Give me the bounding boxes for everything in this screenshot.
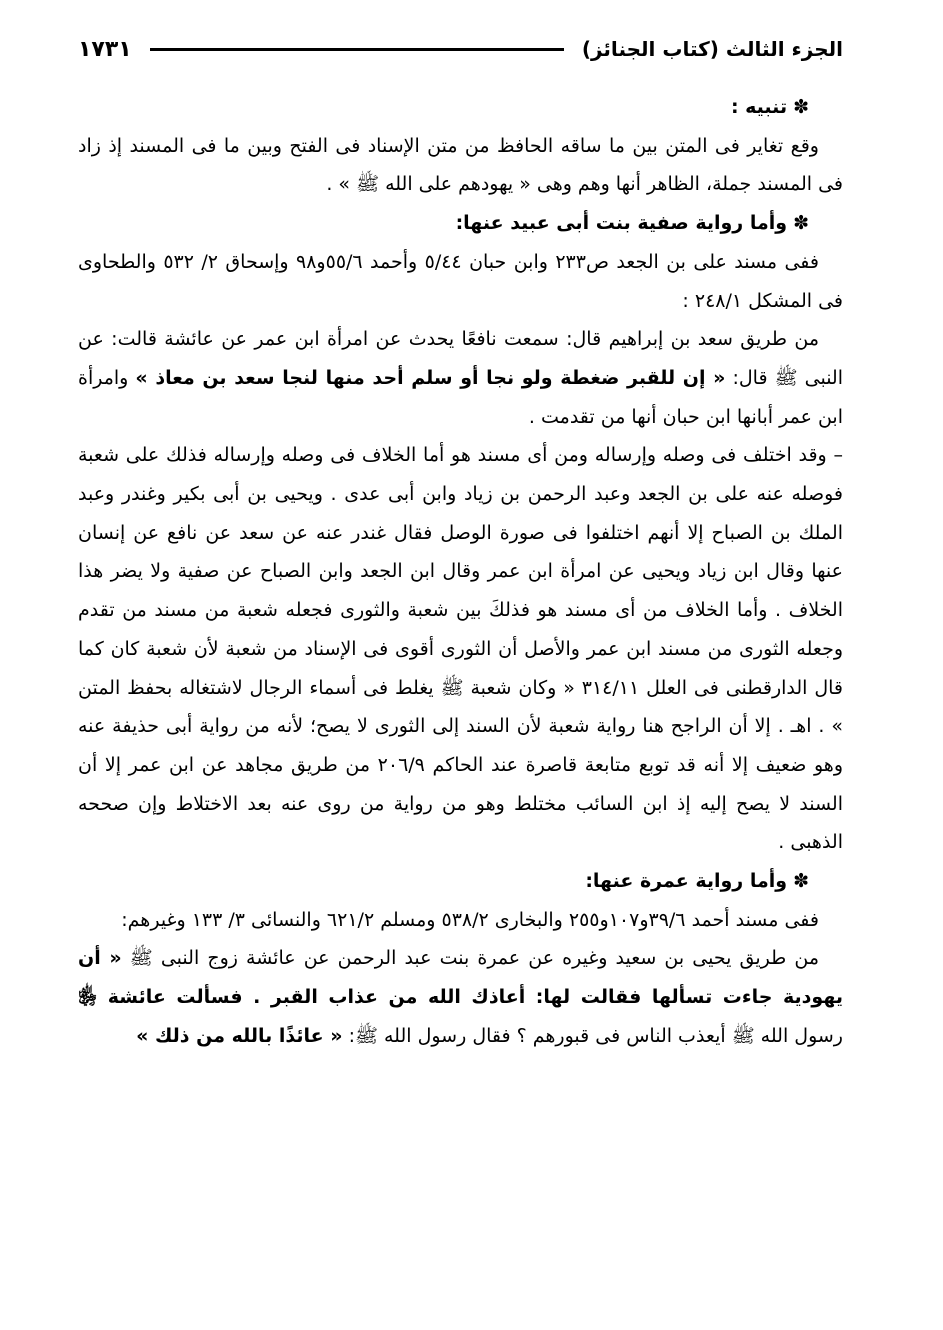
paragraph: ففى مسند على بن الجعد ص٢٣٣ وابن حبان ٥/٤٤ وأحمد ٥٥/٦و٩٨ وإسحاق ٢/ ٥٣٢ والطحاوى فى المشكل ٢٤٨/١ : (78, 250, 843, 312)
page-header (78, 28, 843, 70)
section-heading (78, 862, 843, 901)
page-number: ١٧٣١ (78, 36, 132, 62)
header-rule (150, 48, 564, 51)
paragraph (78, 320, 843, 436)
asterisk-icon: ✽ (793, 96, 809, 118)
asterisk-icon: ✽ (793, 870, 809, 893)
paragraph-text: رسول الله ﷺ أيعذب الناس فى قبورهم ؟ فقال رسول الله ﷺ: (342, 1024, 843, 1047)
paragraph-text: وامرأة ابن عمر أبانها ابن حبان أنها من تقدمت . (78, 366, 843, 428)
heading-text: وأما رواية صفية بنت أبى عبيد عنها: (455, 212, 788, 235)
paragraph: ففى مسند أحمد ٣٩/٦و١٠٧و٢٥٥ والبخارى ٥٣٨/٢ ومسلم ٦٢١/٢ والنسائى ٣/ ١٣٣ وغيرهم: (121, 908, 819, 931)
heading-text: تنبيه : (730, 96, 788, 118)
book-page (78, 28, 843, 1318)
hadith-quote: « عائذًا بالله من ذلك » (136, 1024, 343, 1047)
hadith-quote: « أن يهودية جاءت تسألها فقالت لها: أعاذك الله من عذاب القبر . فسألت عائشة ﵂ (78, 947, 843, 1009)
asterisk-icon: ✽ (793, 212, 809, 235)
paragraph: وقع تغاير فى المتن بين ما ساقه الحافظ من متن الإسناد فى الفتح وبين ما فى المسند إذ زاد فى المسند جملة، الظاهر أنها وهم وهى « يهودهم على الله ﷺ » . (78, 134, 843, 196)
hadith-quote: « إن للقبر ضغطة ولو نجا أو سلم أحد منها لنجا سعد بن معاذ » (135, 366, 726, 389)
paragraph-text: من طريق يحيى بن سعيد وغيره عن عمرة بنت عبد الرحمن عن عائشة زوج النبى ﷺ (121, 947, 819, 970)
page-body (78, 88, 843, 1056)
section-heading (78, 88, 843, 127)
running-title: الجزء الثالث (كتاب الجنائز) (581, 37, 843, 61)
paragraph: – وقد اختلف فى وصله وإرساله ومن أى مسند هو أما الخلاف فى وصله وإرساله فذلك على شعبة فوصله عنه على بن الجعد وعبد الرحمن بن زياد وابن أبى عدى . ويحيى بن أبى بكير وغندر وعبد الملك بن الصباح إلا أنهم اختلفوا فى صورة الوصل فقال غندر عنه عن سعد عن نافع عن إنسان عنها وقال ابن زياد ويحيى عن امرأة ابن عمر وقال ابن الجعد وابن الصباح عن صفية ولا يضر هذا الخلاف . وأما الخلاف من أى مسند هو فذلكَ بين شعبة والثورى فجعله شعبة من مسند من تقدم وجعله الثورى من مسند ابن عمر والأصل أن الثورى أقوى فى الإسناد من شعبة لأن شعبة كان كما قال الدارقطنى فى العلل ٣١٤/١١ « وكان شعبة ﷺ يغلط فى أسماء الرجال لاشتغاله بحفظ المتن » . اهـ . إلا أن الراجح هنا رواية شعبة لأن السند إلى الثورى لا يصح؛ لأنه من رواية أبى حذيفة عنه وهو ضعيف إلا أنه قد توبع متابعة قاصرة عند الحاكم ٢٠٦/٩ من طريق مجاهد عن ابن عمر إلا أن السند لا يصح إليه إذ ابن السائب مختلط وهو من رواية من روى عنه بعد الاختلاط وإن صححه الذهبى . (78, 444, 844, 854)
section-heading (78, 204, 843, 243)
paragraph (78, 939, 843, 1055)
heading-text: وأما رواية عمرة عنها: (585, 870, 788, 893)
paragraph-text: من طريق سعد بن إبراهيم قال: سمعت نافعًا يحدث عن امرأة ابن عمر عن عائشة قالت: عن النبى ﷺ قال: (78, 328, 844, 389)
